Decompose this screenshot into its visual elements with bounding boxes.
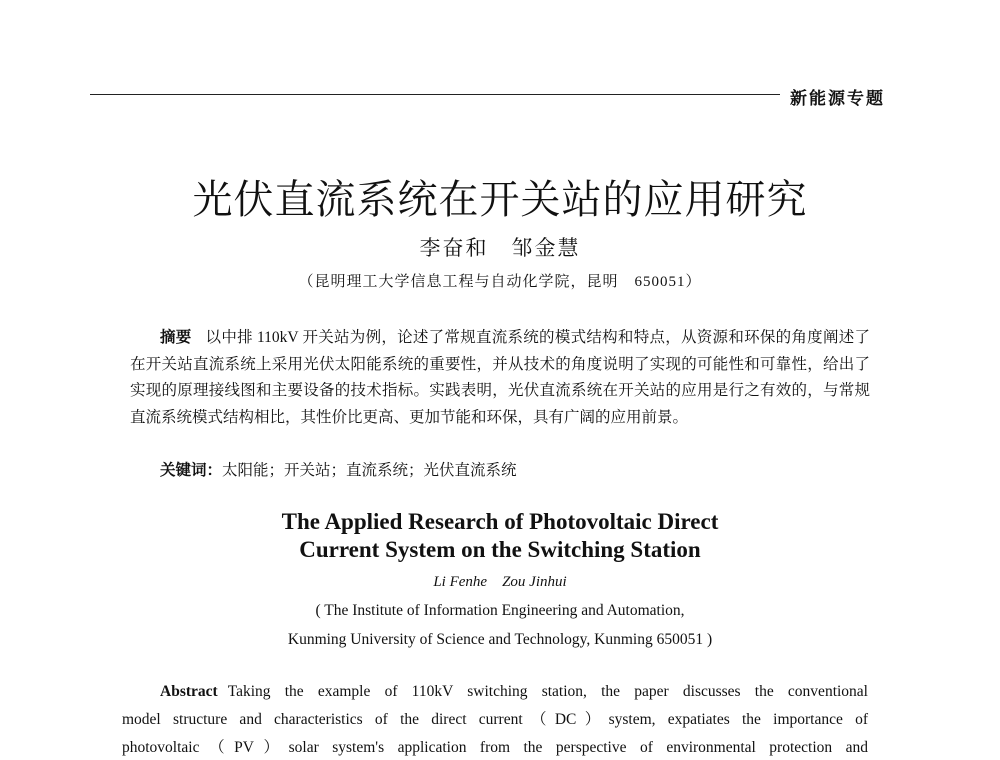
cn-abstract-label: 摘要 xyxy=(160,329,192,346)
cn-authors: 李奋和 邹金慧 xyxy=(419,236,581,260)
section-label: 新能源专题 xyxy=(790,89,885,108)
cn-keywords xyxy=(160,458,517,480)
en-title-line2: Current System on the Switching Station xyxy=(299,537,701,562)
en-title xyxy=(0,508,1000,564)
cn-keywords-text: 太阳能；开关站；直流系统；光伏直流系统 xyxy=(222,462,517,479)
en-abstract-line2: model structure and characteristics of the direct current（DC）system, expatiates the importance of xyxy=(122,711,868,728)
en-abstract xyxy=(122,678,868,760)
en-affiliation xyxy=(0,596,1000,654)
en-abstract-line1: Taking the example of 110kV switching station, the paper discusses the conventional xyxy=(227,683,868,700)
en-abstract-line3: photovoltaic（PV）solar system's application from the perspective of environmental protection and xyxy=(122,739,868,756)
cn-abstract xyxy=(130,325,870,431)
en-affiliation-line1: ( The Institute of Information Engineering and Automation, xyxy=(315,602,685,619)
cn-abstract-text: 以中排 110kV 开关站为例，论述了常规直流系统的模式结构和特点，从资源和环保的角度阐述了在开关站直流系统上采用光伏太阳能系统的重要性，并从技术的角度说明了实现的可能性和可靠性，给出了实现的原理接线图和主要设备的技术指标。实践表明，光伏直流系统在开关站的应用是行之有效的，与常规直流系统模式结构相比，其性价比更高、更加节能和环保，具有广阔的应用前景。 xyxy=(130,329,870,426)
en-abstract-label: Abstract xyxy=(160,683,218,700)
cn-keywords-label: 关键词： xyxy=(160,462,223,479)
en-authors: Li Fenhe Zou Jinhui xyxy=(433,574,567,590)
en-affiliation-line2: Kunming University of Science and Technology, Kunming 650051 ) xyxy=(287,631,713,648)
header-rule xyxy=(90,94,780,95)
en-title-line1: The Applied Research of Photovoltaic Direct xyxy=(281,509,719,534)
cn-affiliation: （昆明理工大学信息工程与自动化学院，昆明 650051） xyxy=(298,274,702,290)
cn-title: 光伏直流系统在开关站的应用研究 xyxy=(192,177,808,222)
